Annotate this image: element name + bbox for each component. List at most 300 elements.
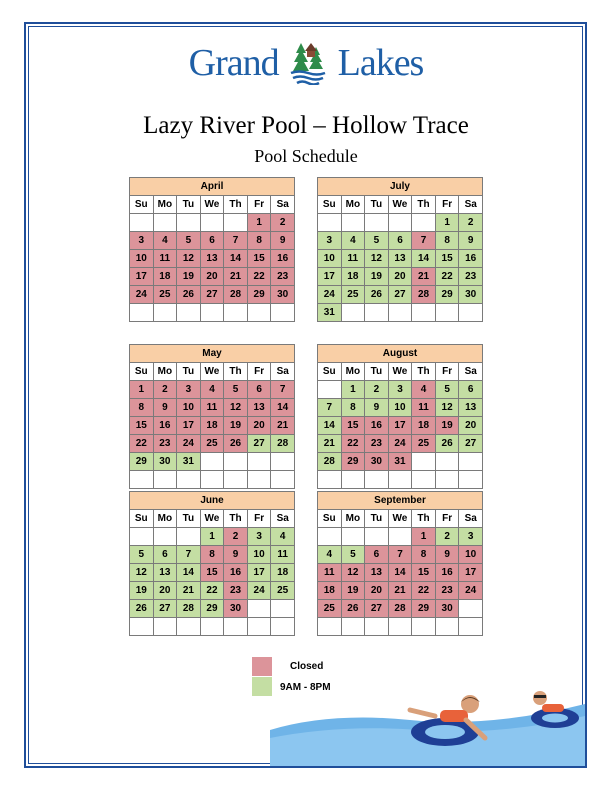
weekday-header: Fr: [435, 196, 459, 214]
day-cell-closed: 13: [365, 564, 389, 582]
day-cell-empty: [247, 453, 271, 471]
weekday-header: We: [200, 363, 224, 381]
day-cell-open: 29: [200, 600, 224, 618]
weekday-header: Th: [412, 363, 436, 381]
day-cell-empty: [177, 214, 201, 232]
day-cell-closed: 16: [153, 417, 177, 435]
day-cell-open: 22: [200, 582, 224, 600]
day-cell-closed: 28: [412, 286, 436, 304]
day-cell-closed: 20: [247, 417, 271, 435]
day-cell-closed: 3: [130, 232, 154, 250]
day-cell-closed: 22: [130, 435, 154, 453]
day-cell-empty: [365, 214, 389, 232]
day-cell-empty: [200, 304, 224, 322]
day-cell-empty: [459, 453, 483, 471]
day-cell-closed: 17: [459, 564, 483, 582]
weekday-header: Tu: [177, 510, 201, 528]
day-cell-closed: 1: [247, 214, 271, 232]
day-cell-open: 2: [435, 528, 459, 546]
day-cell-open: 13: [153, 564, 177, 582]
day-cell-open: 27: [153, 600, 177, 618]
day-cell-open: 25: [271, 582, 295, 600]
day-cell-open: 24: [247, 582, 271, 600]
day-cell-empty: [200, 214, 224, 232]
day-cell-empty: [224, 453, 248, 471]
day-cell-empty: [177, 471, 201, 489]
day-cell-closed: 9: [153, 399, 177, 417]
weekday-header: Th: [412, 196, 436, 214]
weekday-header: Sa: [459, 363, 483, 381]
day-cell-open: 4: [341, 232, 365, 250]
day-cell-empty: [388, 471, 412, 489]
day-cell-empty: [435, 304, 459, 322]
day-cell-open: 9: [365, 399, 389, 417]
day-cell-closed: 10: [177, 399, 201, 417]
day-cell-open: 12: [365, 250, 389, 268]
day-cell-closed: 24: [177, 435, 201, 453]
day-cell-open: 20: [459, 417, 483, 435]
weekday-header: Sa: [271, 510, 295, 528]
day-cell-empty: [271, 453, 295, 471]
day-cell-closed: 6: [200, 232, 224, 250]
day-cell-closed: 8: [412, 546, 436, 564]
day-cell-open: 13: [459, 399, 483, 417]
day-cell-empty: [459, 600, 483, 618]
day-cell-open: 5: [341, 546, 365, 564]
weekday-header: Fr: [247, 510, 271, 528]
day-cell-open: 11: [271, 546, 295, 564]
day-cell-closed: 27: [200, 286, 224, 304]
day-cell-closed: 9: [224, 546, 248, 564]
legend-open-swatch: [252, 677, 272, 696]
day-cell-closed: 23: [365, 435, 389, 453]
day-cell-closed: 25: [318, 600, 342, 618]
day-cell-open: 10: [318, 250, 342, 268]
day-cell-closed: 25: [153, 286, 177, 304]
day-cell-closed: 16: [435, 564, 459, 582]
day-cell-closed: 20: [365, 582, 389, 600]
weekday-header: Mo: [341, 510, 365, 528]
day-cell-closed: 27: [365, 600, 389, 618]
day-cell-open: 18: [341, 268, 365, 286]
day-cell-closed: 11: [412, 399, 436, 417]
day-cell-empty: [224, 618, 248, 636]
day-cell-empty: [247, 304, 271, 322]
day-cell-open: 30: [153, 453, 177, 471]
day-cell-open: 26: [435, 435, 459, 453]
day-cell-empty: [318, 214, 342, 232]
day-cell-empty: [224, 304, 248, 322]
day-cell-open: 14: [177, 564, 201, 582]
day-cell-closed: 17: [388, 417, 412, 435]
day-cell-open: 30: [459, 286, 483, 304]
day-cell-empty: [130, 618, 154, 636]
day-cell-open: 2: [365, 381, 389, 399]
day-cell-closed: 2: [153, 381, 177, 399]
day-cell-open: 18: [271, 564, 295, 582]
day-cell-empty: [177, 528, 201, 546]
day-cell-closed: 11: [318, 564, 342, 582]
day-cell-closed: 16: [365, 417, 389, 435]
day-cell-empty: [365, 471, 389, 489]
day-cell-empty: [130, 214, 154, 232]
day-cell-open: 7: [177, 546, 201, 564]
day-cell-closed: 30: [224, 600, 248, 618]
weekday-header: Fr: [435, 510, 459, 528]
page-title: Lazy River Pool – Hollow Trace: [143, 112, 469, 139]
day-cell-closed: 26: [224, 435, 248, 453]
weekday-header: Mo: [341, 196, 365, 214]
weekday-header: Mo: [153, 363, 177, 381]
day-cell-closed: 8: [247, 232, 271, 250]
month-name: September: [318, 492, 483, 510]
day-cell-open: 27: [247, 435, 271, 453]
day-cell-empty: [153, 214, 177, 232]
day-cell-empty: [318, 618, 342, 636]
day-cell-empty: [341, 214, 365, 232]
day-cell-closed: 29: [247, 286, 271, 304]
day-cell-empty: [153, 471, 177, 489]
day-cell-closed: 19: [341, 582, 365, 600]
day-cell-open: 3: [459, 528, 483, 546]
month-name: July: [318, 178, 483, 196]
day-cell-closed: 22: [247, 268, 271, 286]
day-cell-empty: [435, 453, 459, 471]
day-cell-closed: 30: [435, 600, 459, 618]
weekday-header: Su: [318, 363, 342, 381]
day-cell-closed: 7: [224, 232, 248, 250]
weekday-header: We: [388, 196, 412, 214]
day-cell-empty: [365, 618, 389, 636]
weekday-header: Fr: [435, 363, 459, 381]
day-cell-closed: 11: [153, 250, 177, 268]
day-cell-closed: 29: [341, 453, 365, 471]
day-cell-open: 10: [247, 546, 271, 564]
day-cell-open: 15: [435, 250, 459, 268]
day-cell-closed: 16: [271, 250, 295, 268]
day-cell-closed: 8: [200, 546, 224, 564]
day-cell-open: 21: [318, 435, 342, 453]
day-cell-open: 5: [130, 546, 154, 564]
day-cell-open: 17: [318, 268, 342, 286]
day-cell-open: 17: [247, 564, 271, 582]
day-cell-closed: 23: [224, 582, 248, 600]
day-cell-closed: 20: [200, 268, 224, 286]
day-cell-empty: [365, 304, 389, 322]
day-cell-closed: 24: [388, 435, 412, 453]
month-calendar-april: [129, 177, 295, 322]
weekday-header: Sa: [271, 196, 295, 214]
day-cell-closed: 26: [177, 286, 201, 304]
day-cell-open: 7: [318, 399, 342, 417]
page-subtitle: Pool Schedule: [254, 146, 358, 166]
day-cell-empty: [412, 618, 436, 636]
day-cell-open: 6: [388, 232, 412, 250]
weekday-header: Su: [130, 196, 154, 214]
day-cell-closed: 19: [435, 417, 459, 435]
month-calendar-august: [317, 344, 483, 489]
weekday-header: We: [388, 510, 412, 528]
weekday-header: Tu: [177, 363, 201, 381]
day-cell-open: 4: [271, 528, 295, 546]
weekday-header: Su: [130, 363, 154, 381]
day-cell-closed: 25: [200, 435, 224, 453]
day-cell-empty: [365, 528, 389, 546]
day-cell-closed: 23: [435, 582, 459, 600]
weekday-header: Sa: [459, 510, 483, 528]
weekday-header: Tu: [365, 363, 389, 381]
month-name: June: [130, 492, 295, 510]
day-cell-open: 5: [435, 381, 459, 399]
day-cell-open: 3: [247, 528, 271, 546]
day-cell-empty: [200, 471, 224, 489]
day-cell-closed: 28: [224, 286, 248, 304]
day-cell-closed: 15: [200, 564, 224, 582]
day-cell-empty: [459, 304, 483, 322]
day-cell-closed: 15: [341, 417, 365, 435]
day-cell-open: 6: [459, 381, 483, 399]
day-cell-empty: [271, 600, 295, 618]
day-cell-closed: 6: [247, 381, 271, 399]
day-cell-open: 13: [388, 250, 412, 268]
day-cell-closed: 17: [130, 268, 154, 286]
weekday-header: Th: [224, 196, 248, 214]
weekday-header: Fr: [247, 196, 271, 214]
day-cell-open: 29: [435, 286, 459, 304]
day-cell-closed: 21: [388, 582, 412, 600]
logo: [0, 38, 612, 85]
day-cell-closed: 5: [224, 381, 248, 399]
day-cell-closed: 30: [365, 453, 389, 471]
day-cell-closed: 21: [271, 417, 295, 435]
day-cell-closed: 19: [177, 268, 201, 286]
day-cell-closed: 28: [388, 600, 412, 618]
day-cell-empty: [435, 471, 459, 489]
weekday-header: Su: [318, 196, 342, 214]
day-cell-open: 1: [435, 214, 459, 232]
month-calendar-september: [317, 491, 483, 636]
day-cell-closed: 12: [224, 399, 248, 417]
day-cell-open: 31: [318, 304, 342, 322]
weekday-header: Mo: [153, 510, 177, 528]
day-cell-empty: [341, 528, 365, 546]
weekday-header: Sa: [271, 363, 295, 381]
day-cell-closed: 3: [177, 381, 201, 399]
day-cell-empty: [153, 528, 177, 546]
day-cell-empty: [412, 471, 436, 489]
day-cell-open: 24: [318, 286, 342, 304]
day-cell-closed: 6: [365, 546, 389, 564]
day-cell-empty: [341, 471, 365, 489]
day-cell-empty: [459, 471, 483, 489]
day-cell-open: 29: [130, 453, 154, 471]
day-cell-closed: 8: [130, 399, 154, 417]
day-cell-empty: [318, 528, 342, 546]
day-cell-open: 20: [388, 268, 412, 286]
day-cell-closed: 31: [388, 453, 412, 471]
day-cell-closed: 14: [271, 399, 295, 417]
month-calendar-july: [317, 177, 483, 322]
day-cell-open: 26: [130, 600, 154, 618]
day-cell-empty: [130, 528, 154, 546]
day-cell-closed: 10: [130, 250, 154, 268]
day-cell-closed: 16: [224, 564, 248, 582]
day-cell-closed: 15: [247, 250, 271, 268]
weekday-header: We: [200, 510, 224, 528]
day-cell-empty: [412, 214, 436, 232]
day-cell-closed: 18: [153, 268, 177, 286]
day-cell-closed: 25: [412, 435, 436, 453]
day-cell-open: 25: [341, 286, 365, 304]
tree-lake-logo-icon: [289, 41, 327, 85]
month-name: April: [130, 178, 295, 196]
day-cell-closed: 7: [388, 546, 412, 564]
month-calendar-may: [129, 344, 295, 489]
weekday-header: Mo: [341, 363, 365, 381]
day-cell-open: 12: [435, 399, 459, 417]
day-cell-empty: [224, 214, 248, 232]
day-cell-open: 28: [271, 435, 295, 453]
day-cell-closed: 10: [459, 546, 483, 564]
weekday-header: Th: [224, 510, 248, 528]
month-name: August: [318, 345, 483, 363]
day-cell-closed: 18: [412, 417, 436, 435]
day-cell-open: 8: [435, 232, 459, 250]
day-cell-empty: [388, 528, 412, 546]
day-cell-empty: [200, 618, 224, 636]
day-cell-empty: [318, 381, 342, 399]
day-cell-open: 14: [412, 250, 436, 268]
day-cell-closed: 30: [271, 286, 295, 304]
day-cell-open: 3: [388, 381, 412, 399]
day-cell-open: 27: [388, 286, 412, 304]
day-cell-empty: [271, 618, 295, 636]
day-cell-closed: 9: [435, 546, 459, 564]
day-cell-open: 16: [459, 250, 483, 268]
day-cell-closed: 1: [412, 528, 436, 546]
day-cell-open: 6: [153, 546, 177, 564]
day-cell-empty: [224, 471, 248, 489]
day-cell-empty: [177, 304, 201, 322]
day-cell-closed: 21: [412, 268, 436, 286]
day-cell-empty: [200, 453, 224, 471]
day-cell-open: 20: [153, 582, 177, 600]
day-cell-closed: 18: [200, 417, 224, 435]
day-cell-closed: 4: [200, 381, 224, 399]
legend-open-label: 9AM - 8PM: [280, 682, 331, 693]
day-cell-empty: [459, 618, 483, 636]
weekday-header: We: [200, 196, 224, 214]
day-cell-closed: 22: [412, 582, 436, 600]
weekday-header: We: [388, 363, 412, 381]
day-cell-closed: 11: [200, 399, 224, 417]
day-cell-closed: 9: [271, 232, 295, 250]
day-cell-open: 31: [177, 453, 201, 471]
day-cell-empty: [412, 453, 436, 471]
day-cell-open: 19: [130, 582, 154, 600]
day-cell-open: 2: [459, 214, 483, 232]
day-cell-empty: [388, 214, 412, 232]
day-cell-closed: 4: [153, 232, 177, 250]
day-cell-empty: [130, 304, 154, 322]
weekday-header: Tu: [365, 510, 389, 528]
month-name: May: [130, 345, 295, 363]
day-cell-closed: 1: [130, 381, 154, 399]
day-cell-empty: [318, 471, 342, 489]
day-cell-open: 22: [435, 268, 459, 286]
day-cell-open: 28: [177, 600, 201, 618]
day-cell-open: 21: [177, 582, 201, 600]
logo-word-left: Grand: [188, 42, 279, 85]
day-cell-empty: [271, 304, 295, 322]
day-cell-empty: [247, 471, 271, 489]
day-cell-empty: [435, 618, 459, 636]
day-cell-closed: 23: [153, 435, 177, 453]
day-cell-closed: 7: [412, 232, 436, 250]
day-cell-empty: [247, 618, 271, 636]
day-cell-closed: 5: [177, 232, 201, 250]
day-cell-open: 19: [365, 268, 389, 286]
day-cell-empty: [388, 304, 412, 322]
weekday-header: Tu: [365, 196, 389, 214]
day-cell-closed: 24: [459, 582, 483, 600]
weekday-header: Th: [224, 363, 248, 381]
day-cell-closed: 17: [177, 417, 201, 435]
lazy-river-illustration: [270, 690, 585, 766]
day-cell-closed: 18: [318, 582, 342, 600]
day-cell-closed: 14: [224, 250, 248, 268]
day-cell-open: 5: [365, 232, 389, 250]
day-cell-closed: 13: [200, 250, 224, 268]
day-cell-empty: [177, 618, 201, 636]
day-cell-open: 14: [318, 417, 342, 435]
day-cell-empty: [153, 618, 177, 636]
day-cell-open: 26: [365, 286, 389, 304]
weekday-header: Tu: [177, 196, 201, 214]
day-cell-closed: 2: [271, 214, 295, 232]
day-cell-empty: [153, 304, 177, 322]
legend-closed-swatch: [252, 657, 272, 676]
day-cell-open: 1: [200, 528, 224, 546]
weekday-header: Su: [318, 510, 342, 528]
day-cell-closed: 2: [224, 528, 248, 546]
day-cell-closed: 14: [388, 564, 412, 582]
day-cell-open: 12: [130, 564, 154, 582]
day-cell-closed: 23: [271, 268, 295, 286]
day-cell-open: 1: [341, 381, 365, 399]
day-cell-open: 3: [318, 232, 342, 250]
day-cell-empty: [388, 618, 412, 636]
logo-word-right: Lakes: [337, 42, 424, 85]
day-cell-empty: [130, 471, 154, 489]
day-cell-closed: 26: [341, 600, 365, 618]
day-cell-closed: 15: [412, 564, 436, 582]
day-cell-empty: [341, 618, 365, 636]
day-cell-closed: 13: [247, 399, 271, 417]
day-cell-closed: 4: [412, 381, 436, 399]
month-calendar-june: [129, 491, 295, 636]
day-cell-empty: [412, 304, 436, 322]
day-cell-closed: 22: [341, 435, 365, 453]
day-cell-open: 11: [341, 250, 365, 268]
day-cell-open: 27: [459, 435, 483, 453]
day-cell-closed: 21: [224, 268, 248, 286]
weekday-header: Mo: [153, 196, 177, 214]
day-cell-closed: 24: [130, 286, 154, 304]
day-cell-closed: 29: [412, 600, 436, 618]
day-cell-open: 4: [318, 546, 342, 564]
day-cell-closed: 7: [271, 381, 295, 399]
